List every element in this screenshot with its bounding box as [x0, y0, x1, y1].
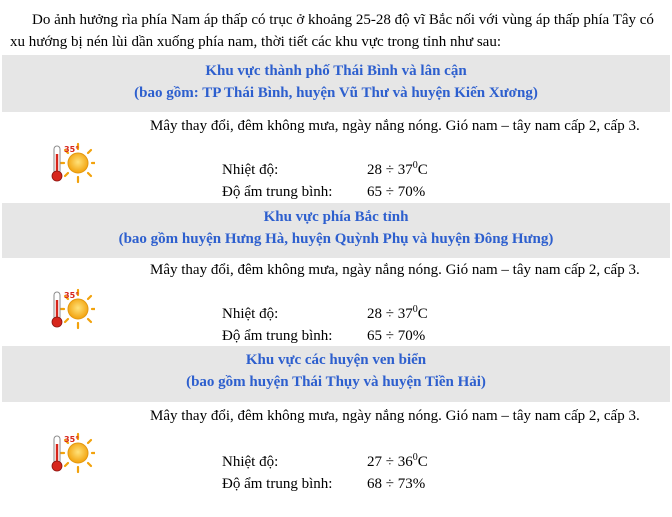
humidity-value: 68 ÷ 73%	[367, 476, 426, 492]
region-header	[2, 346, 670, 402]
temperature-label: Nhiệt độ:	[222, 306, 279, 322]
region-header	[2, 55, 670, 112]
region-forecast: Mây thay đổi, đêm không mưa, ngày nắng nóng. Gió nam – tây nam cấp 2, cấp 3.	[150, 408, 640, 424]
region-subtitle: (bao gồm: TP Thái Bình, huyện Vũ Thư và huyện Kiến Xương)	[134, 85, 538, 101]
icon-temp-text: 35°	[64, 145, 80, 154]
humidity-value: 65 ÷ 70%	[367, 328, 426, 344]
sunny-hot-thermometer-icon	[50, 430, 95, 475]
sunny-hot-thermometer-icon	[50, 286, 95, 331]
icon-temp-text: 35°	[64, 435, 80, 444]
temperature-value: $28 \div 37^0C$	[367, 160, 428, 178]
temperature-label: Nhiệt độ:	[222, 162, 279, 178]
icon-temp-text: 35°	[64, 291, 80, 300]
temperature-value: $28 \div 37^0C$	[367, 304, 428, 322]
humidity-label: Độ ẩm trung bình:	[222, 476, 333, 492]
temperature-value: $27 \div 36^0C$	[367, 452, 428, 470]
region-title: Khu vực thành phố Thái Bình và lân cận	[205, 63, 467, 79]
temperature-label: Nhiệt độ:	[222, 454, 279, 470]
region-forecast: Mây thay đổi, đêm không mưa, ngày nắng nóng. Gió nam – tây nam cấp 2, cấp 3.	[150, 262, 640, 278]
sunny-hot-thermometer-icon	[50, 140, 95, 185]
region-title: Khu vực phía Bắc tỉnh	[263, 209, 409, 225]
region-forecast: Mây thay đổi, đêm không mưa, ngày nắng nóng. Gió nam – tây nam cấp 2, cấp 3.	[150, 118, 640, 134]
intro-paragraph: Do ảnh hưởng rìa phía Nam áp thấp có trục ở khoảng 25-28 độ vĩ Bắc nối với vùng áp thấp phía Tây có xu hướng bị nén lùi dần xuống phía nam, thời tiết các khu vực trong tỉnh như sau:	[10, 12, 654, 50]
region-subtitle: (bao gồm huyện Hưng Hà, huyện Quỳnh Phụ và huyện Đông Hưng)	[118, 231, 554, 247]
region-title: Khu vực các huyện ven biển	[245, 352, 427, 368]
humidity-label: Độ ẩm trung bình:	[222, 184, 333, 200]
region-subtitle: (bao gồm huyện Thái Thụy và huyện Tiền Hải)	[186, 374, 486, 390]
humidity-label: Độ ẩm trung bình:	[222, 328, 333, 344]
humidity-value: 65 ÷ 70%	[367, 184, 426, 200]
region-header	[2, 203, 670, 258]
